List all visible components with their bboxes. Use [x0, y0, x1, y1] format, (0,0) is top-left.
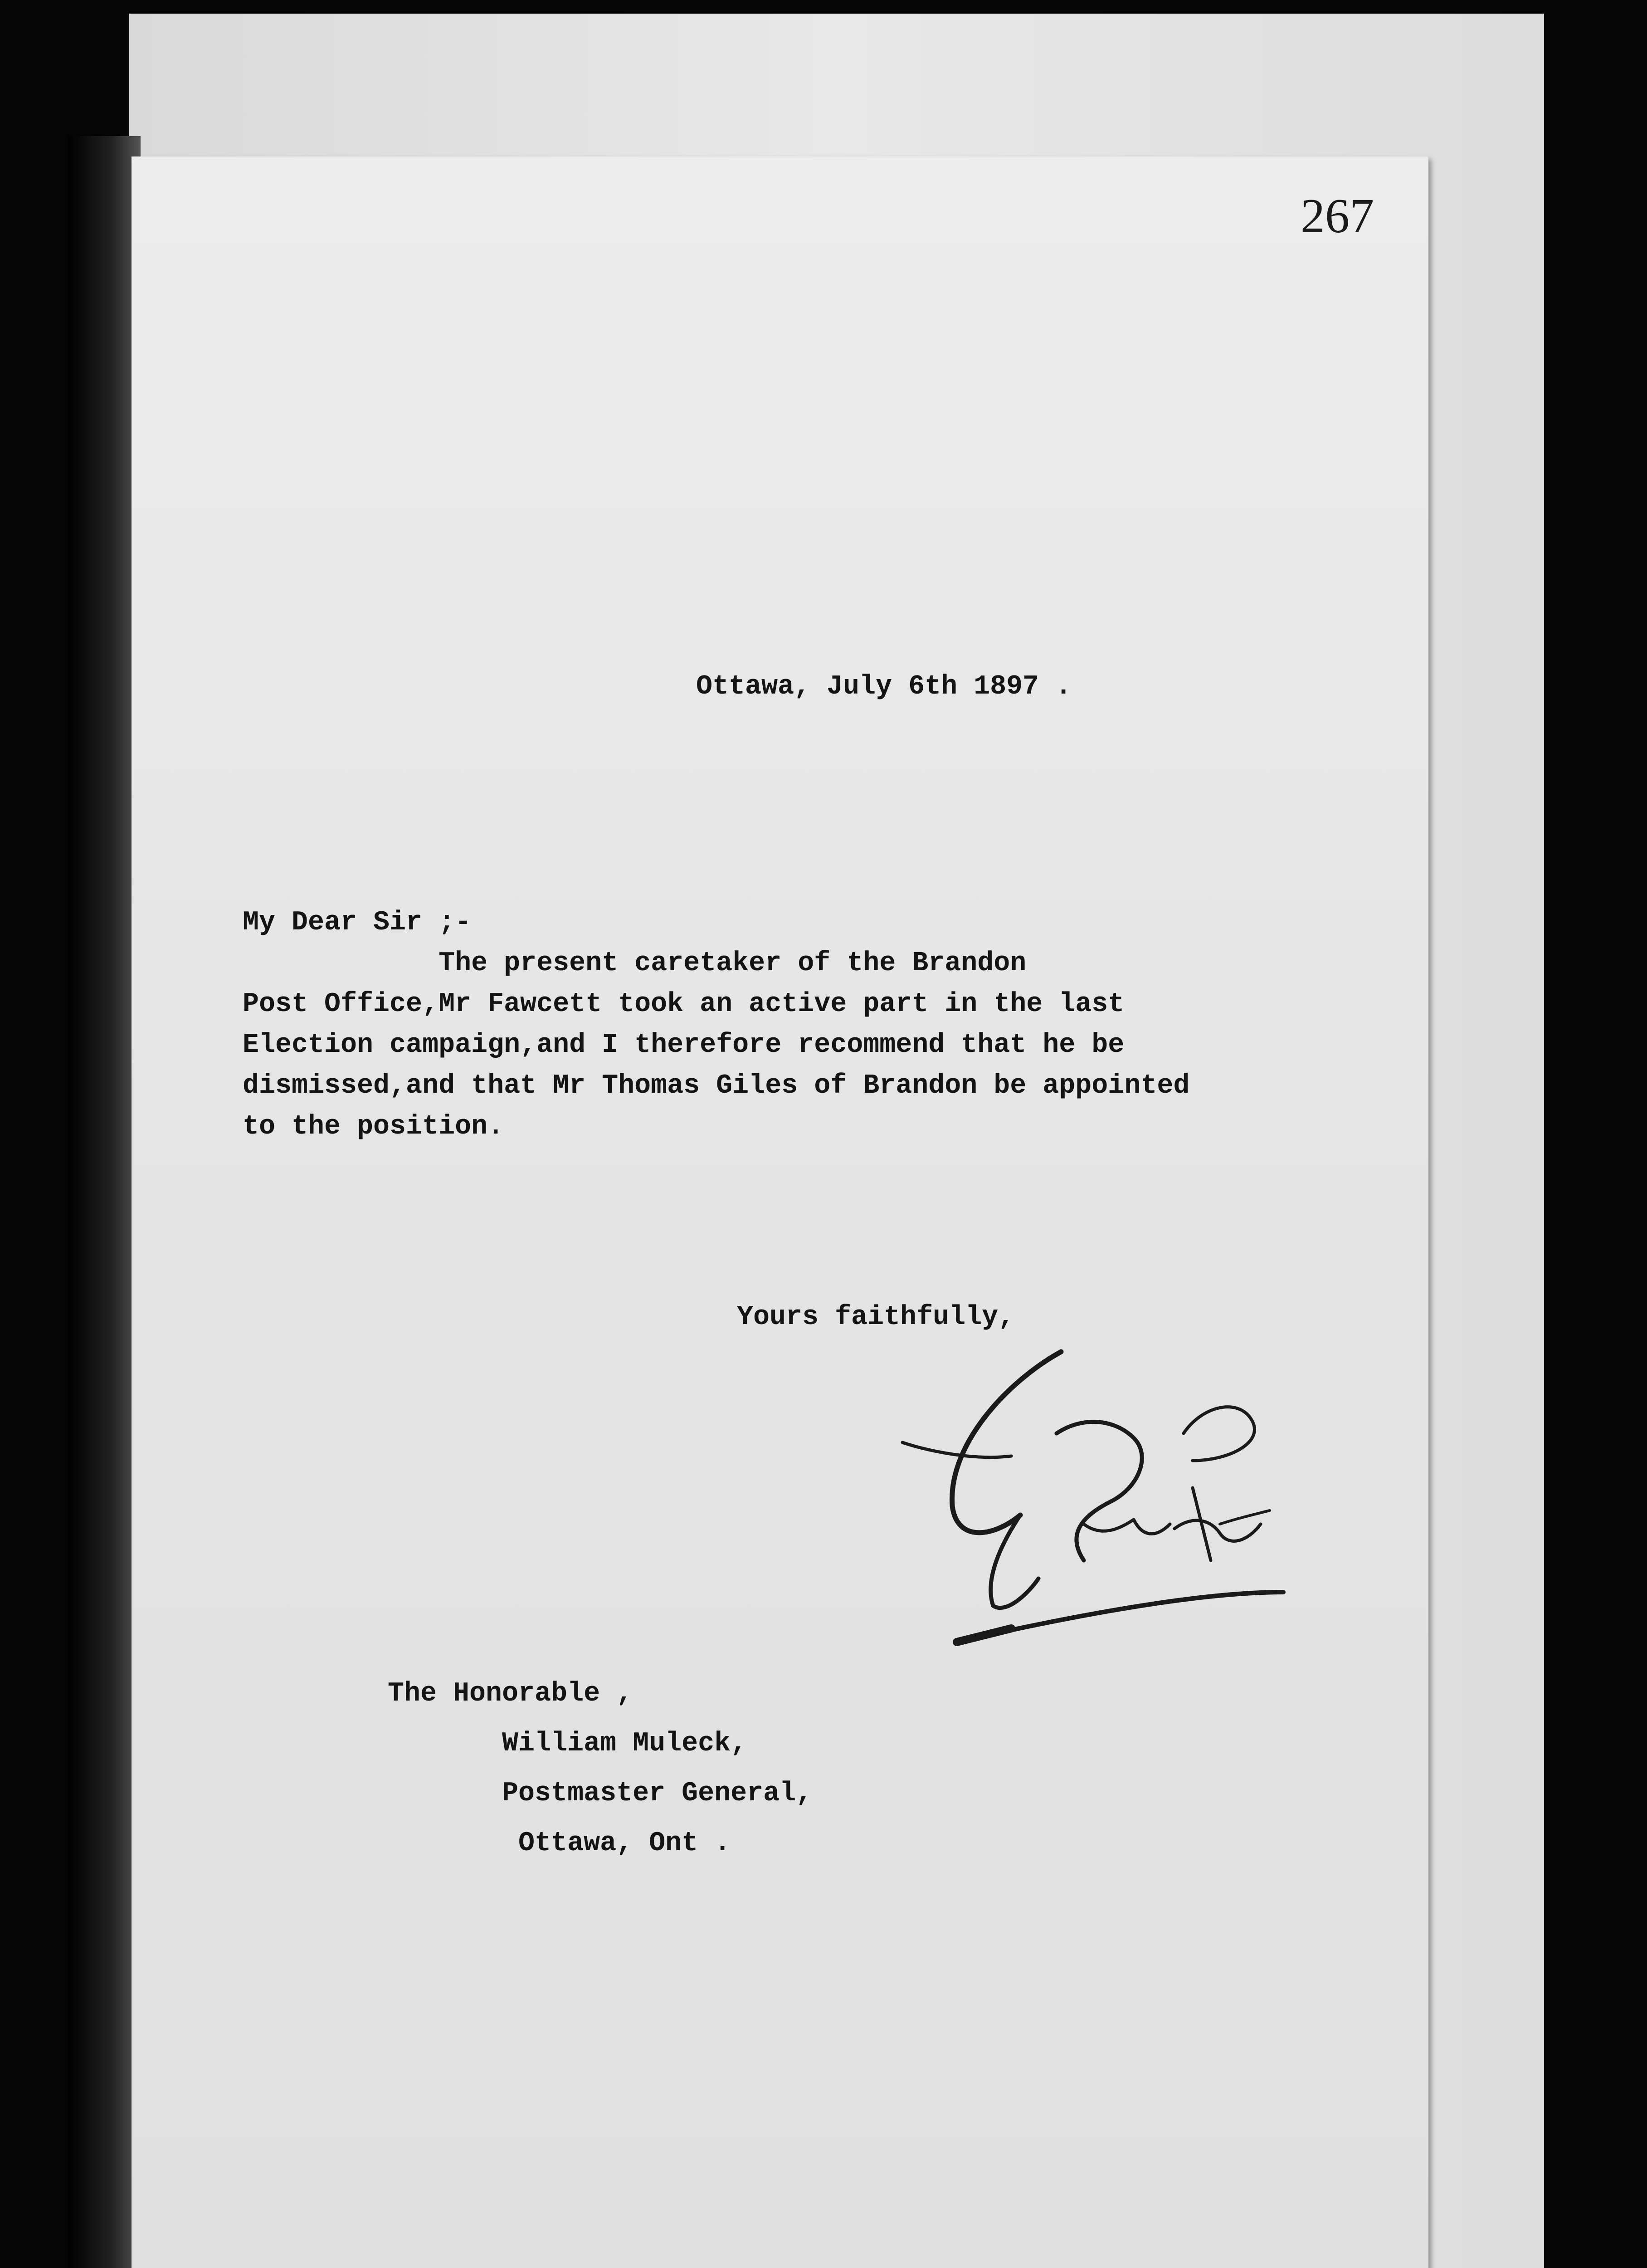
date-line: Ottawa, July 6th 1897 .	[696, 671, 1072, 702]
binding-shadow	[68, 136, 141, 2268]
address-line: Postmaster General,	[388, 1778, 813, 1809]
page-number: 267	[1301, 189, 1374, 243]
salutation: My Dear Sir ;-	[243, 907, 472, 938]
address-line: Ottawa, Ont .	[388, 1828, 731, 1859]
body-line: Post Office,Mr Fawcett took an active part in the last	[243, 989, 1125, 1020]
closing: Yours faithfully,	[737, 1302, 1015, 1333]
body-line: to the position.	[243, 1111, 504, 1142]
body-line: Election campaign,and I therefore recommend that he be	[243, 1030, 1125, 1061]
body-line: dismissed,and that Mr Thomas Giles of Brandon be appointed	[243, 1070, 1190, 1101]
address-line: The Honorable ,	[388, 1678, 633, 1709]
body-line: The present caretaker of the Brandon	[243, 948, 1027, 979]
handwritten-signature	[739, 1325, 1288, 1696]
address-line: William Muleck,	[388, 1728, 747, 1759]
letter-sheet	[132, 156, 1428, 2268]
